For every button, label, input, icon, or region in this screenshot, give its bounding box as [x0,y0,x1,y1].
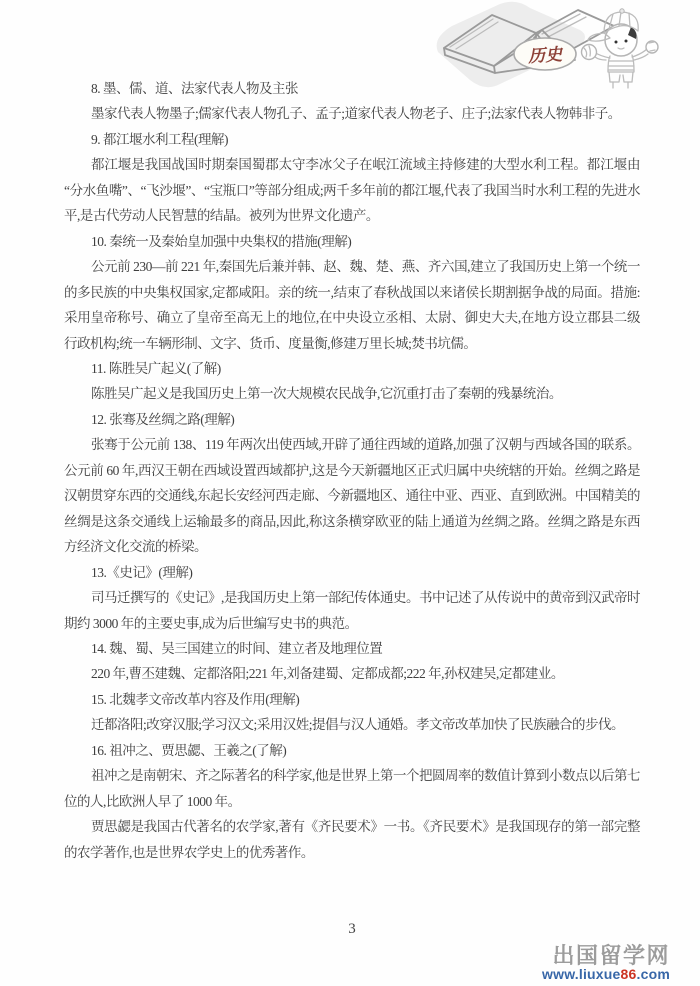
section-15 [64,687,640,738]
section-heading: 14. 魏、蜀、吴三国建立的时间、建立者及地理位置 [91,640,383,656]
site-url-number: 86 [620,966,637,983]
site-url-suffix: .com [636,966,670,983]
section-paragraph: 司马迁撰写的《史记》,是我国历史上第一部纪传体通史。书中记述了从传说中的黄帝到汉武帝时期约 3000 年的主要史事,成为后世编写史书的典范。 [64,590,640,631]
section-heading: 8. 墨、儒、道、法家代表人物及主张 [91,81,298,96]
section-paragraph: 贾思勰是我国古代著名的农学家,著有《齐民要术》一书。《齐民要术》是我国现存的第一部完整的农学著作,也是世界农学史上的优秀著作。 [64,819,640,860]
section-heading: 16. 祖冲之、贾思勰、王羲之(了解) [91,742,287,758]
section-paragraph: 公元前 230—前 221 年,秦国先后兼并韩、赵、魏、楚、燕、齐六国,建立了我国历史上第一个统一的多民族的中央集权国家,定都咸阳。亲的统一,结束了春秋战国以来诸侯长期割据争战的局面。措施:采用皇帝称号、确立了皇帝至高无上的地位,在中央设立丞相、太尉、御史大夫,在地方设立郡县二级行政机构;统一车辆形制、文字、货币、度量衡,修建万里长城;焚书坑儒。 [64,259,640,351]
section-13 [64,560,640,636]
section-paragraph: 迁都洛阳;改穿汉服;学习汉文;采用汉姓;提倡与汉人通婚。孝文帝改革加快了民族融合的步伐。 [91,717,625,733]
section-heading: 12. 张骞及丝绸之路(理解) [91,411,235,427]
document-body [64,76,640,865]
section-heading: 9. 都江堰水利工程(理解) [91,131,228,147]
section-8 [64,76,640,127]
page-number: 3 [348,921,356,937]
section-paragraph: 陈胜吴广起义是我国历史上第一次大规模农民战争,它沉重打击了秦朝的残暴统治。 [91,386,562,402]
section-paragraph: 220 年,曹丕建魏、定都洛阳;221 年,刘备建蜀、定都成都;222 年,孙权建吴,定都建业。 [91,666,564,682]
section-heading: 11. 陈胜吴广起义(了解) [91,360,221,376]
subject-speech-bubble [514,38,576,70]
section-12 [64,407,640,560]
section-paragraph: 墨家代表人物墨子;儒家代表人物孔子、孟子;道家代表人物老子、庄子;法家代表人物韩非子。 [91,106,621,122]
site-url-prefix: www.liuxue [542,966,621,983]
section-11 [64,356,640,407]
subject-label: 历史 [527,44,563,67]
section-heading: 15. 北魏孝文帝改革内容及作用(理解) [91,691,300,707]
section-10 [64,229,640,356]
section-heading: 10. 秦统一及秦始皇加强中央集权的措施(理解) [91,233,352,249]
section-14 [64,636,640,687]
site-watermark [542,944,670,982]
site-url [542,967,670,982]
section-paragraph: 张骞于公元前 138、119 年两次出使西域,开辟了通往西域的道路,加强了汉朝与西域各国的联系。公元前 60 年,西汉王朝在西域设置西域都护,这是今天新疆地区正式归属中央统辖的开始。丝绸之路是汉朝贯穿东西的交通线,东起长安经河西走廊、今新疆地区、通往中亚、西亚、直到欧洲。中国精美的丝绸是这条交通线上运输最多的商品,因此,称这条横穿欧亚的陆上通道为丝绸之路。丝绸之路是东西方经济文化交流的桥梁。 [64,437,640,555]
section-paragraph: 祖冲之是南朝宋、齐之际著名的科学家,他是世界上第一个把圆周率的数值计算到小数点以后第七位的人,比欧洲人早了 1000 年。 [64,768,640,809]
site-name: 出国留学网 [552,943,670,969]
section-paragraph: 都江堰是我国战国时期秦国蜀郡太守李冰父子在岷江流域主持修建的大型水利工程。都江堰由“分水鱼嘴”、“飞沙堰”、“宝瓶口”等部分组成;两千多年前的都江堰,代表了我国当时水利工程的先进水平,是古代劳动人民智慧的结晶。被列为世界文化遗产。 [64,157,640,224]
section-heading: 13.《史记》(理解) [91,564,193,580]
section-16 [64,738,640,865]
section-9 [64,127,640,229]
